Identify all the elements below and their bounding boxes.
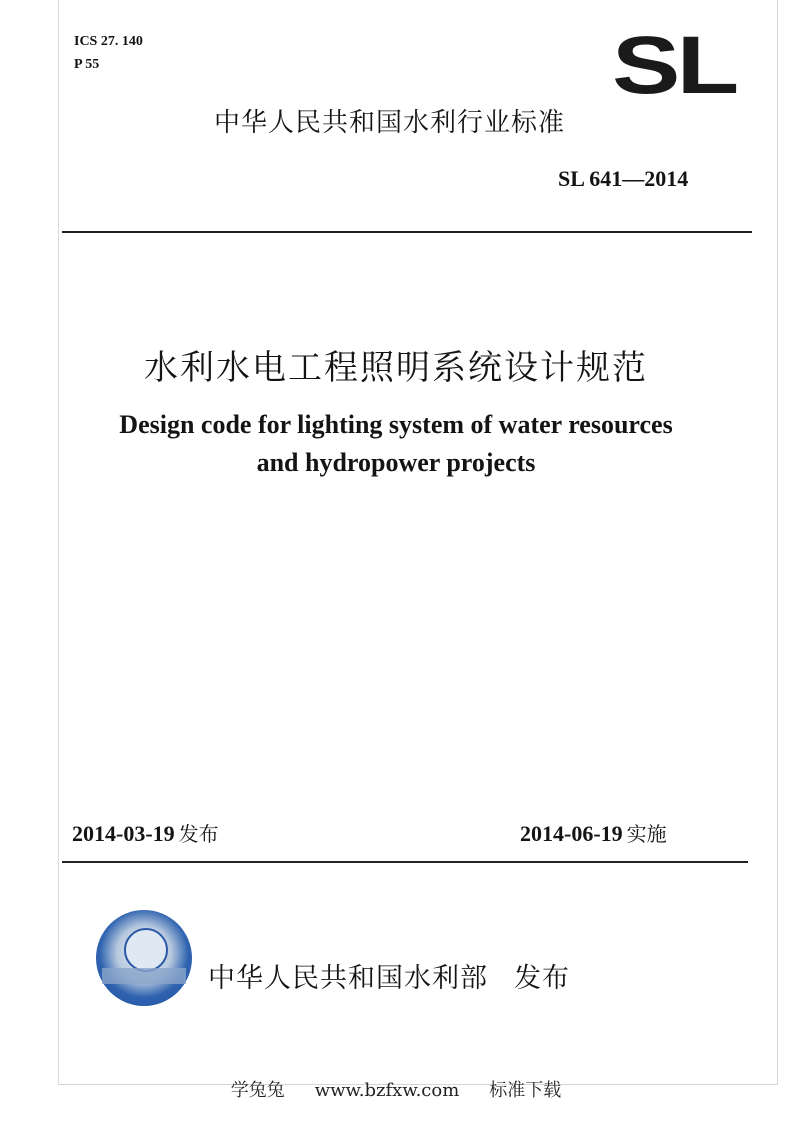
bottom-divider <box>62 861 748 863</box>
sl-logo: SL <box>612 20 736 111</box>
ccs-code: P 55 <box>74 57 100 72</box>
publisher-name: 中华人民共和国水利部 <box>208 963 488 994</box>
implementation-date: 2014-06-19 <box>520 821 623 846</box>
publisher-label: 发布 <box>514 963 570 994</box>
issue-date: 2014-03-19 <box>72 821 175 846</box>
industry-standard-title: 中华人民共和国水利行业标准 <box>214 108 566 138</box>
document-title-cn: 水利水电工程照明系统设计规范 <box>144 348 648 388</box>
publisher-block <box>208 956 570 995</box>
footer-site: 学兔兔 <box>230 1080 285 1101</box>
footer-tag: 标准下载 <box>489 1080 562 1101</box>
seal-band <box>102 968 186 984</box>
implementation-label: 实施 <box>626 822 667 846</box>
document-title-en-line1: Design code for lighting system of water resources <box>119 410 673 439</box>
footer-watermark <box>0 1076 792 1102</box>
top-divider <box>62 231 752 233</box>
seal-emblem <box>124 928 168 972</box>
standard-number: SL 641—2014 <box>558 166 689 191</box>
footer-url[interactable]: www.bzfxw.com <box>314 1080 460 1101</box>
ics-code: ICS 27. 140 <box>74 34 143 49</box>
implementation-date-block <box>520 818 667 847</box>
issue-date-block <box>72 818 219 847</box>
anti-counterfeit-seal-icon <box>96 910 192 1006</box>
issue-label: 发布 <box>178 822 219 846</box>
document-title-en-line2: and hydropower projects <box>256 448 536 477</box>
